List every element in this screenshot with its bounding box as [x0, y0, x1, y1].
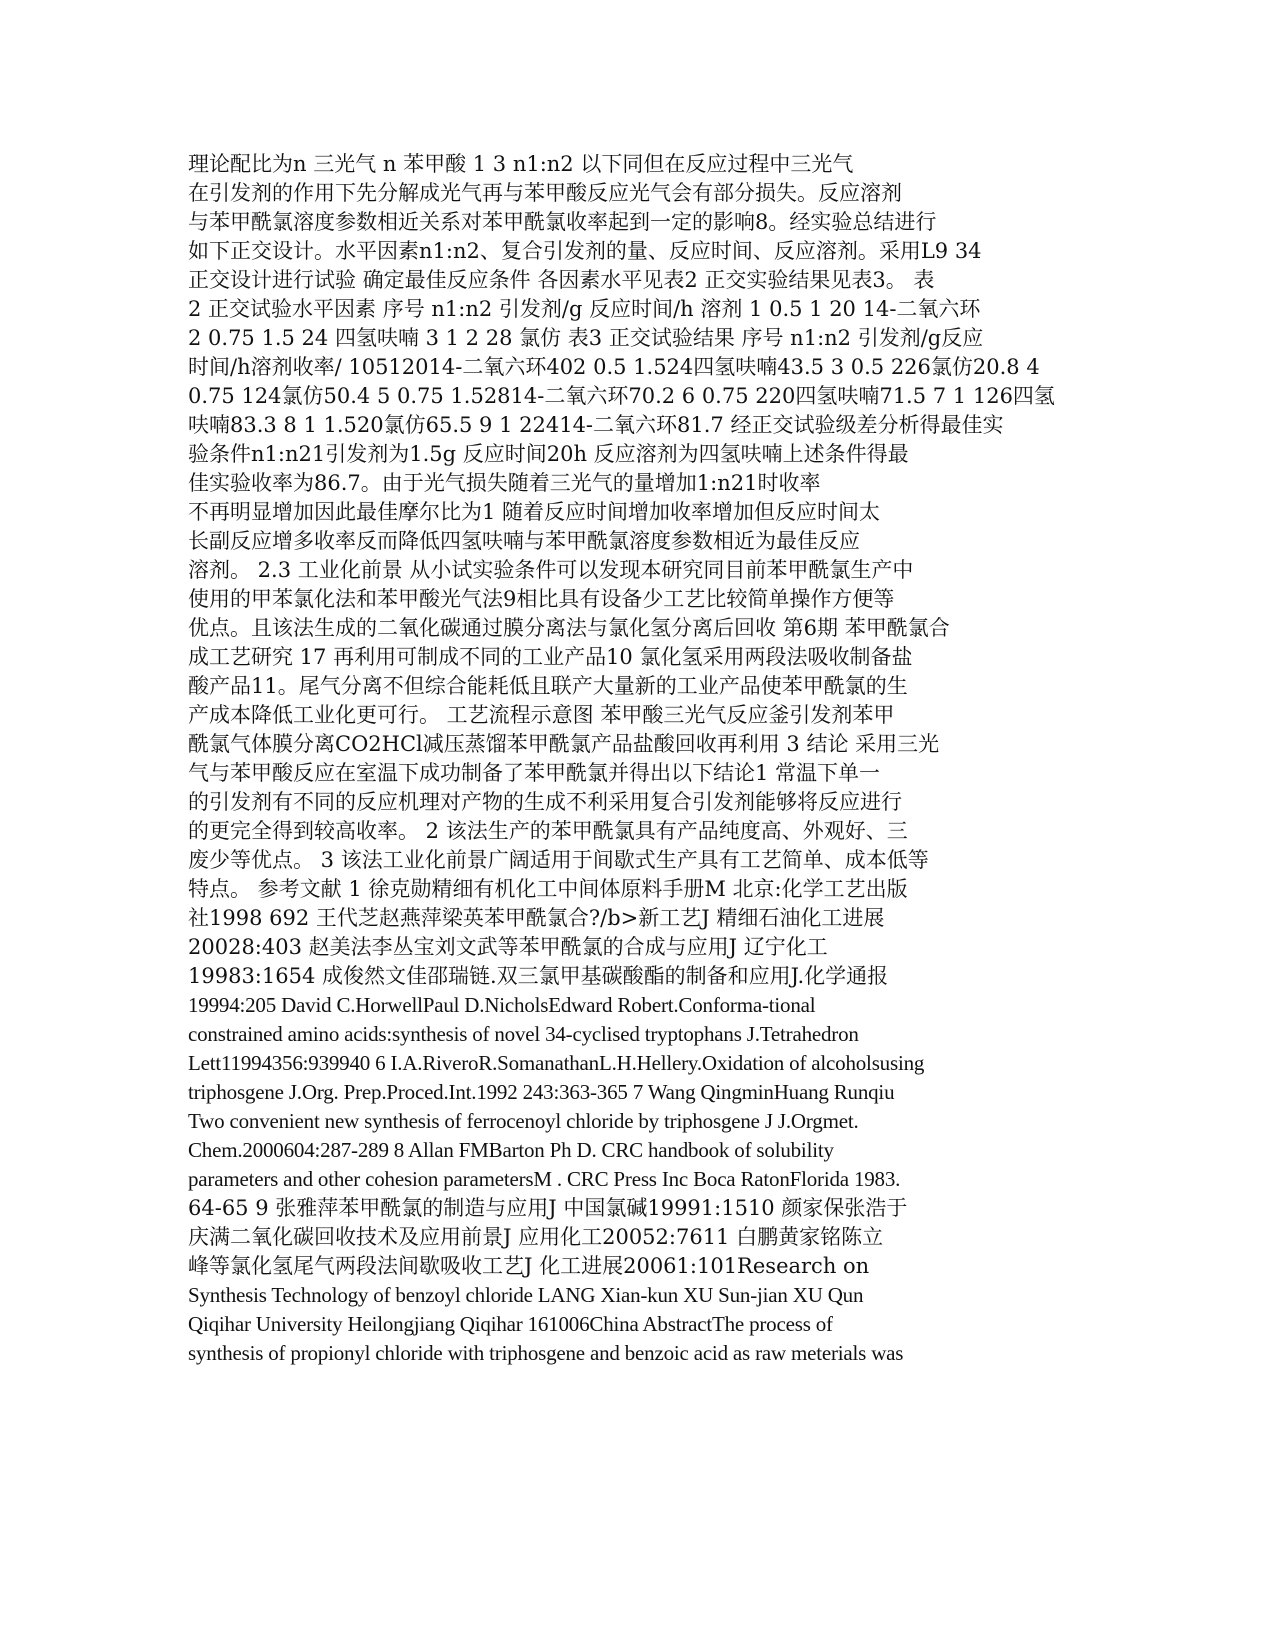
text-line: 理论配比为n 三光气 n 苯甲酸 1 3 n1:n2 以下同但在反应过程中三光气 [188, 152, 854, 176]
text-line: constrained amino acids:synthesis of novel 34-cyclised tryptophans J.Tetrahedron [188, 1022, 859, 1046]
text-line: 产成本降低工业化更可行。 工艺流程示意图 苯甲酸三光气反应釜引发剂苯甲 [188, 703, 895, 727]
text-line: 19983:1654 成俊然文佳邵瑞链.双三氯甲基碳酸酯的制备和应用J.化学通报 [188, 964, 889, 988]
text-line: Synthesis Technology of benzoyl chloride LANG Xian-kun XU Sun-jian XU Qun [188, 1283, 864, 1307]
body-text [188, 150, 1098, 1368]
text-line: synthesis of propionyl chloride with triphosgene and benzoic acid as raw meterials was [188, 1341, 904, 1365]
text-line: 20028:403 赵美法李丛宝刘文武等苯甲酰氯的合成与应用J 辽宁化工 [188, 935, 828, 959]
text-line: Qiqihar University Heilongjiang Qiqihar 161006China AbstractThe process of [188, 1312, 833, 1336]
text-line: 呋喃83.3 8 1 1.520氯仿65.5 9 1 22414-二氧六环81.7 经正交试验级差分析得最佳实 [188, 413, 1004, 437]
text-line: 与苯甲酰氯溶度参数相近关系对苯甲酰氯收率起到一定的影响8。经实验总结进行 [188, 210, 937, 234]
text-line: 酰氯气体膜分离CO2HCl减压蒸馏苯甲酰氯产品盐酸回收再利用 3 结论 采用三光 [188, 732, 940, 756]
text-line: 佳实验收率为86.7。由于光气损失随着三光气的量增加1:n21时收率 [188, 471, 821, 495]
text-line: 酸产品11。尾气分离不但综合能耗低且联产大量新的工业产品使苯甲酰氯的生 [188, 674, 908, 698]
text-line: 19994:205 David C.HorwellPaul D.NicholsEdward Robert.Conforma-tional [188, 993, 816, 1017]
text-line: 在引发剂的作用下先分解成光气再与苯甲酸反应光气会有部分损失。反应溶剂 [188, 181, 902, 205]
text-line: 特点。 参考文献 1 徐克勋精细有机化工中间体原料手册M 北京:化学工艺出版 [188, 877, 908, 901]
text-line: 2 正交试验水平因素 序号 n1:n2 引发剂/g 反应时间/h 溶剂 1 0.5 1 20 14-二氧六环 [188, 297, 981, 321]
text-line: Lett11994356:939940 6 I.A.RiveroR.SomanathanL.H.Hellery.Oxidation of alcoholsusing [188, 1051, 925, 1075]
text-line: 社1998 692 王代芝赵燕萍梁英苯甲酰氯合?/b>新工艺J 精细石油化工进展 [188, 906, 885, 930]
text-line: 的引发剂有不同的反应机理对产物的生成不利采用复合引发剂能够将反应进行 [188, 790, 902, 814]
text-line: 时间/h溶剂收率/ 10512014-二氧六环402 0.5 1.524四氢呋喃43.5 3 0.5 226氯仿20.8 4 [188, 355, 1040, 379]
text-line: 长副反应增多收率反而降低四氢呋喃与苯甲酰氯溶度参数相近为最佳反应 [188, 529, 860, 553]
text-line: 优点。且该法生成的二氧化碳通过膜分离法与氯化氢分离后回收 第6期 苯甲酰氯合 [188, 616, 950, 640]
text-line: Two convenient new synthesis of ferrocenoyl chloride by triphosgene J J.Orgmet. [188, 1109, 859, 1133]
text-line: triphosgene J.Org. Prep.Proced.Int.1992 243:363-365 7 Wang QingminHuang Runqiu [188, 1080, 895, 1104]
text-line: Chem.2000604:287-289 8 Allan FMBarton Ph D. CRC handbook of solubility [188, 1138, 834, 1162]
text-line: 验条件n1:n21引发剂为1.5g 反应时间20h 反应溶剂为四氢呋喃上述条件得最 [188, 442, 909, 466]
text-line: 成工艺研究 17 再利用可制成不同的工业产品10 氯化氢采用两段法吸收制备盐 [188, 645, 913, 669]
text-line: 峰等氯化氢尾气两段法间歇吸收工艺J 化工进展20061:101Research on [188, 1254, 870, 1278]
text-line: 使用的甲苯氯化法和苯甲酸光气法9相比具有设备少工艺比较简单操作方便等 [188, 587, 895, 611]
text-line: 如下正交设计。水平因素n1:n2、复合引发剂的量、反应时间、反应溶剂。采用L9 34 [188, 239, 982, 263]
text-line: 不再明显增加因此最佳摩尔比为1 随着反应时间增加收率增加但反应时间太 [188, 500, 881, 524]
text-line: 64-65 9 张雅萍苯甲酰氯的制造与应用J 中国氯碱19991:1510 颜家保张浩于 [188, 1196, 908, 1220]
text-line: 0.75 124氯仿50.4 5 0.75 1.52814-二氧六环70.2 6 0.75 220四氢呋喃71.5 7 1 126四氢 [188, 384, 1055, 408]
text-line: parameters and other cohesion parametersM . CRC Press Inc Boca RatonFlorida 1983. [188, 1167, 901, 1191]
text-line: 正交设计进行试验 确定最佳反应条件 各因素水平见表2 正交实验结果见表3。 表 [188, 268, 935, 292]
text-line: 气与苯甲酸反应在室温下成功制备了苯甲酰氯并得出以下结论1 常温下单一 [188, 761, 881, 785]
text-line: 庆满二氧化碳回收技术及应用前景J 应用化工20052:7611 白鹏黄家铭陈立 [188, 1225, 884, 1249]
text-line: 2 0.75 1.5 24 四氢呋喃 3 1 2 28 氯仿 表3 正交试验结果 序号 n1:n2 引发剂/g反应 [188, 326, 984, 350]
text-line: 废少等优点。 3 该法工业化前景广阔适用于间歇式生产具有工艺简单、成本低等 [188, 848, 929, 872]
text-line: 溶剂。 2.3 工业化前景 从小试实验条件可以发现本研究同目前苯甲酰氯生产中 [188, 558, 914, 582]
text-line: 的更完全得到较高收率。 2 该法生产的苯甲酰氯具有产品纯度高、外观好、三 [188, 819, 908, 843]
